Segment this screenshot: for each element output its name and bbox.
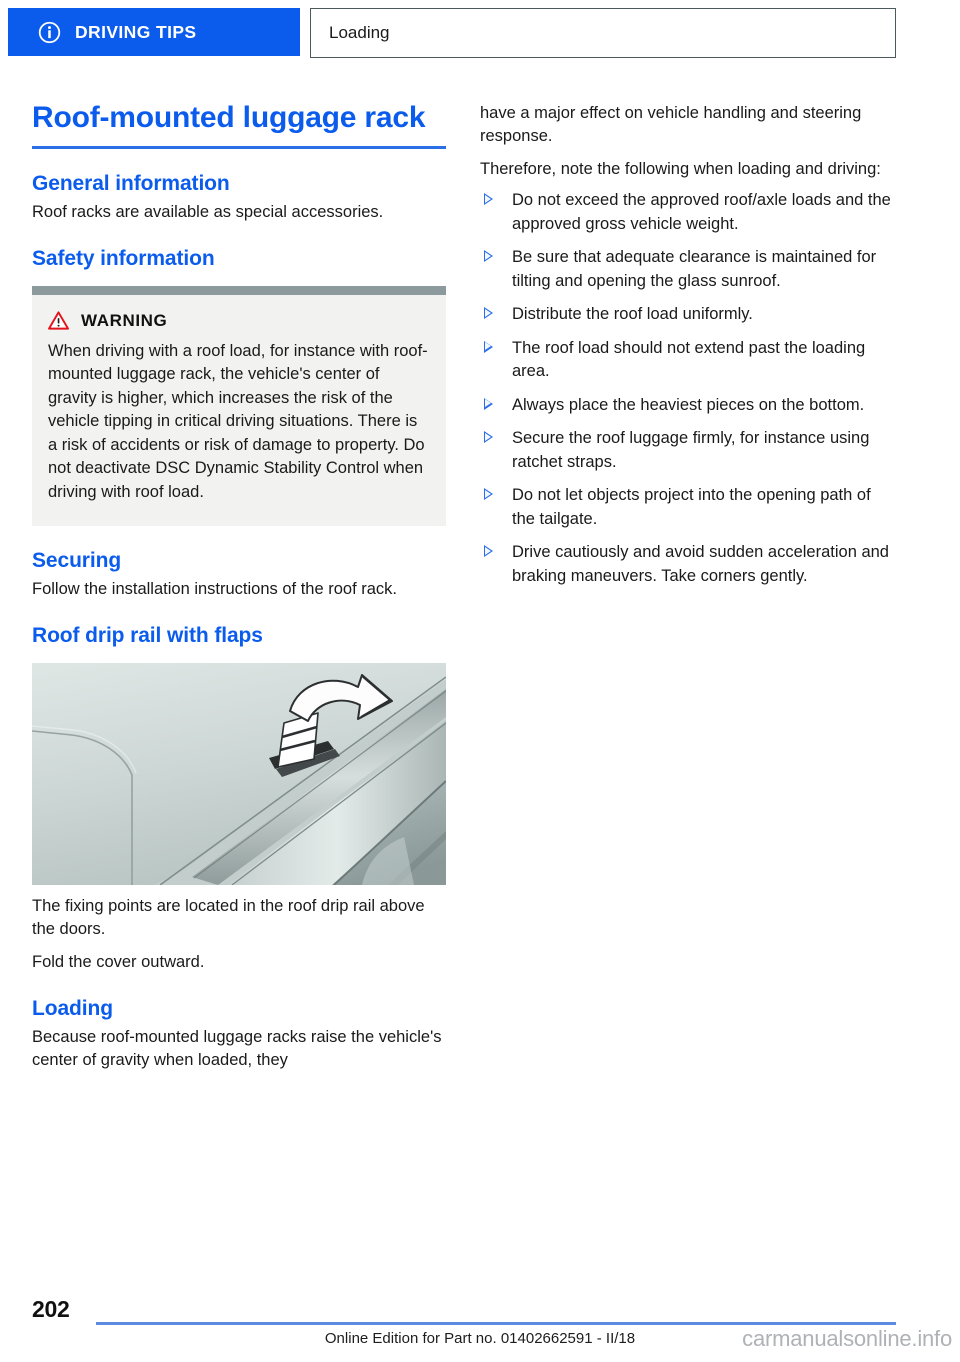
triangle-bullet-icon [484, 341, 493, 353]
breadcrumb-label: Loading [329, 23, 390, 42]
list-item-label: Be sure that adequate clearance is maintained for tilting and opening the glass sunroof. [512, 248, 877, 290]
list-item-label: Do not exceed the approved roof/axle loads and the approved gross vehicle weight. [512, 191, 891, 233]
triangle-bullet-icon [484, 545, 493, 557]
list-item [480, 303, 894, 327]
left-column [32, 100, 446, 1072]
list-item [480, 394, 894, 418]
page-number: 202 [32, 1296, 70, 1322]
triangle-bullet-icon [484, 398, 493, 410]
heading-securing: Securing [32, 549, 122, 572]
heading-loading: Loading [32, 997, 113, 1020]
list-item [480, 427, 894, 474]
list-item-label: Secure the roof luggage firmly, for instance using ratchet straps. [512, 429, 870, 471]
list-item-label: The roof load should not extend past the loading area. [512, 338, 866, 380]
securing-text: Follow the installation instructions of the roof rack. [32, 580, 398, 598]
right-paragraph-1: have a major effect on vehicle handling and steering response. [480, 104, 862, 145]
list-item [480, 337, 894, 384]
right-paragraph-2: Therefore, note the following when loading and driving: [480, 160, 881, 178]
heading-general-information: General information [32, 171, 230, 195]
triangle-bullet-icon [484, 193, 493, 205]
chapter-tab-label: DRIVING TIPS [75, 21, 197, 42]
site-watermark: carmanualsonline.info [742, 1326, 952, 1351]
list-item [480, 541, 894, 588]
triangle-bullet-icon [484, 431, 493, 443]
info-circle-icon [38, 21, 61, 44]
roof-drip-rail-figure [32, 663, 446, 885]
loading-text: Because roof-mounted luggage racks raise the vehicle's center of gravity when loaded, they [32, 1028, 442, 1069]
list-item [480, 189, 894, 236]
footer-divider [96, 1322, 896, 1325]
triangle-bullet-icon [484, 488, 493, 500]
footer-edition-text: Online Edition for Part no. 01402662591 - II/18 [324, 1330, 636, 1347]
page-header [0, 8, 960, 64]
car-roof-drip-rail-illustration [32, 663, 446, 885]
heading-safety-information: Safety information [32, 246, 215, 270]
list-item-label: Always place the heaviest pieces on the bottom. [512, 395, 865, 414]
title-divider [32, 146, 446, 149]
warning-header [48, 311, 430, 331]
figure-caption-1: The fixing points are located in the roof drip rail above the doors. [32, 897, 425, 938]
list-item-label: Distribute the roof load uniformly. [512, 305, 753, 323]
figure-caption-2: Fold the cover outward. [32, 953, 205, 971]
page-footer [0, 1290, 960, 1362]
right-column [480, 100, 894, 588]
warning-top-bar [32, 286, 446, 295]
list-item [480, 246, 894, 293]
list-item-label: Do not let objects project into the opening path of the tailgate. [512, 486, 871, 528]
page-title: Roof-mounted luggage rack [32, 101, 426, 134]
warning-text: When driving with a roof load, for instance with roof-mounted luggage rack, the vehicle's center of gravity is higher, which increases the risk of the vehicle tipping in critical driving situations. There is a risk of accidents or risk of damage to property. Do not deactivate DSC Dynamic Stability Control when driving with roof load. [48, 341, 428, 501]
heading-roof-drip-rail: Roof drip rail with flaps [32, 624, 263, 647]
chapter-tab-driving-tips[interactable] [8, 8, 300, 56]
breadcrumb[interactable] [310, 8, 896, 58]
list-item-label: Drive cautiously and avoid sudden acceleration and braking maneuvers. Take corners gently. [512, 543, 889, 585]
general-information-text: Roof racks are available as special accessories. [32, 202, 384, 221]
triangle-bullet-icon [484, 250, 493, 262]
loading-instructions-list [480, 189, 894, 588]
triangle-bullet-icon [484, 307, 493, 319]
list-item [480, 484, 894, 531]
warning-triangle-icon [48, 311, 69, 330]
warning-label: WARNING [81, 310, 168, 330]
warning-box [32, 286, 446, 527]
